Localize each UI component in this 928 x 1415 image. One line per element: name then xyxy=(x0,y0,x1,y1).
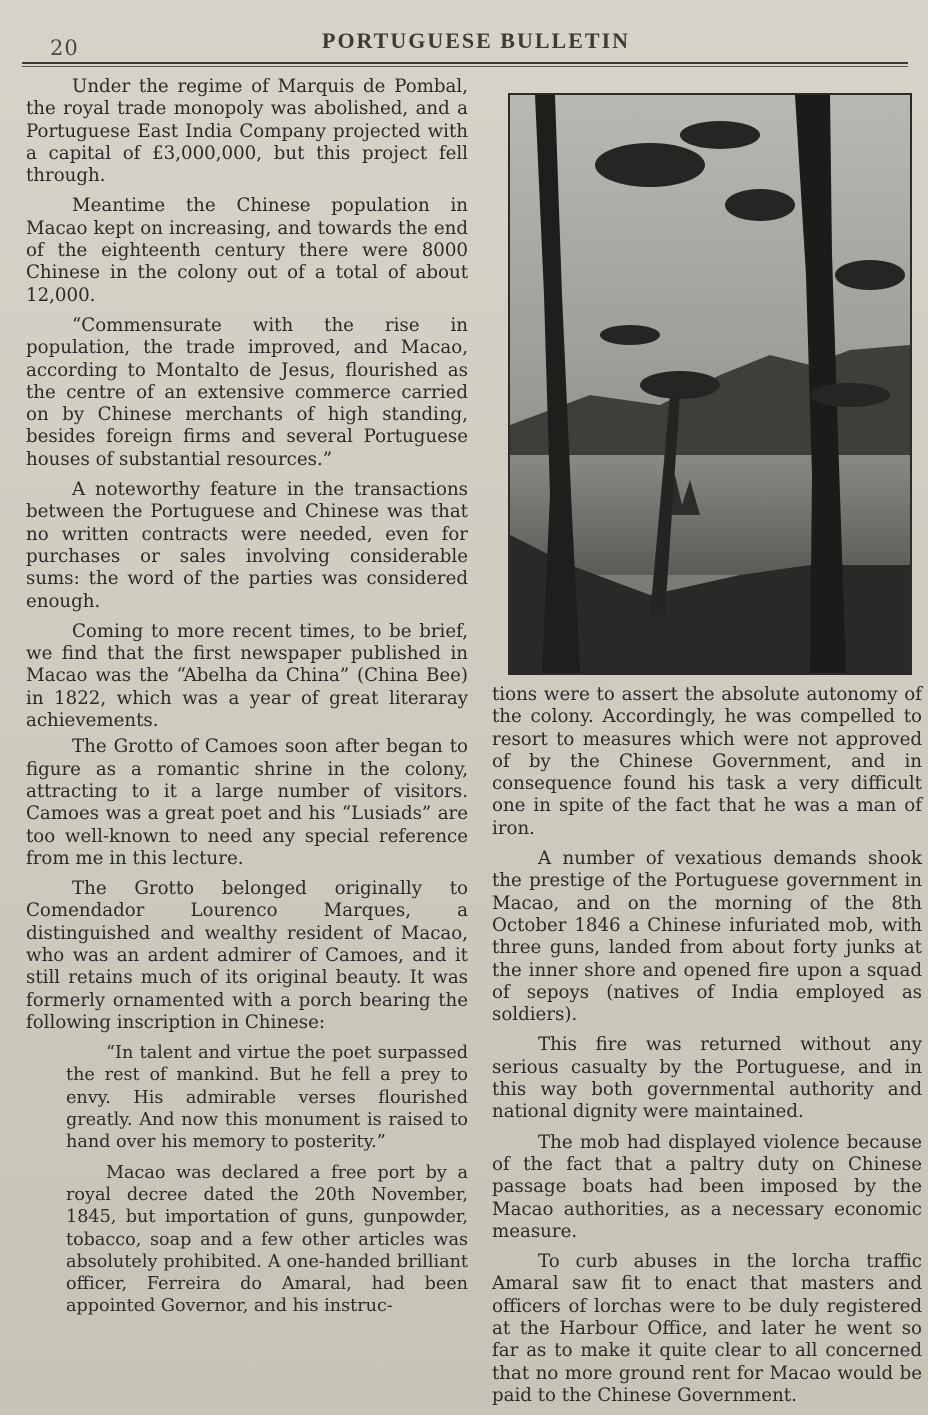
paragraph-free-port: Macao was declared a free port by a royal decree dated the 20th November, 1845, but importation of guns, gunpowder, tobacco, soap and a few other articles was absolutely prohibited. A one-handed brilliant officer, Ferreira do Amaral, had been appointed Governor, and his instruc- xyxy=(66,1162,468,1317)
photograph-illustration xyxy=(510,95,910,673)
header-rule xyxy=(22,62,908,64)
header-rule-secondary xyxy=(22,66,908,67)
running-title: PORTUGUESE BULLETIN xyxy=(322,28,631,53)
paragraph-instructions: tions were to assert the absolute autonomy of the colony. Accordingly, he was compelled to resort to measures which were not approved of by the Chinese Government, and in consequence found his task a very difficult one in spite of the fact that he was a man of iron. xyxy=(492,684,922,839)
paragraph-grotto-owner: The Grotto belonged originally to Comendador Lourenco Marques, a distinguished and wealthy resident of Macao, who was an ardent admirer of Camoes, and it still retains much of its original beauty. It was formerly ornamented with a porch bearing the following inscription in Chinese: xyxy=(26,878,468,1033)
paragraph-commerce-quote: “Commensurate with the rise in population, the trade improved, and Macao, according to Montalto de Jesus, flourished as the centre of an extensive commerce carried on by Chinese merchants of high standing, besides foreign firms and several Portuguese houses of substantial resources.” xyxy=(26,314,468,470)
grotto-photograph xyxy=(508,93,912,675)
paragraph-contracts: A noteworthy feature in the transactions between the Portuguese and Chinese was that no written contracts were needed, even for purchases or sales involving considerable sums: the word of the parties was considered enough. xyxy=(26,479,468,612)
paragraph-lorcha-traffic: To curb abuses in the lorcha traffic Amaral saw fit to enact that masters and officers of lorchas were to be duly registered at the Harbour Office, and later he went so far as to make it quite clear to all concerned that no more ground rent for Macao would be paid to the Chinese Government. xyxy=(492,1251,922,1406)
paragraph-mob-attack: A number of vexatious demands shook the prestige of the Portuguese government in Macao, and on the morning of the 8th October 1846 a Chinese infuriated mob, with three guns, landed from about forty junks at the inner shore and opened fire upon a squad of sepoys (natives of India employed as soldiers). xyxy=(492,848,922,1026)
page-number: 20 xyxy=(50,36,79,60)
paragraph-passage-duty: The mob had displayed violence because of the fact that a paltry duty on Chinese passage boats had been imposed by the Macao authorities, as a necessary economic measure. xyxy=(492,1131,922,1242)
right-column xyxy=(492,684,922,1415)
paragraph-newspaper: Coming to more recent times, to be brief, we find that the first newspaper published in Macao was the “Abelha da China” (China Bee) in 1822, which was a year of great literaray achievements. xyxy=(26,620,468,732)
paragraph-pombal: Under the regime of Marquis de Pombal, the royal trade monopoly was abolished, and a Portuguese East India Company projected with a capital of £3,000,000, but this project fell through. xyxy=(26,76,468,187)
paragraph-grotto-shrine: The Grotto of Camoes soon after began to figure as a romantic shrine in the colony, attracting to it a large number of visitors. Camoes was a great poet and his “Lusiads” are too well-known to need any special reference from me in this lecture. xyxy=(26,736,468,869)
paragraph-population: Meantime the Chinese population in Macao kept on increasing, and towards the end of the eighteenth century there were 8000 Chinese in the colony out of a total of about 12,000. xyxy=(26,195,468,306)
inscription-quote: “In talent and virtue the poet surpassed the rest of mankind. But he fell a prey to envy. His admirable verses flourished greatly. And now this monument is raised to hand over his memory to posterity.” xyxy=(66,1043,468,1153)
paragraph-fire-returned: This fire was returned without any serious casualty by the Portuguese, and in this way both governmental authority and national dignity were maintained. xyxy=(492,1034,922,1123)
left-column xyxy=(26,76,468,1326)
